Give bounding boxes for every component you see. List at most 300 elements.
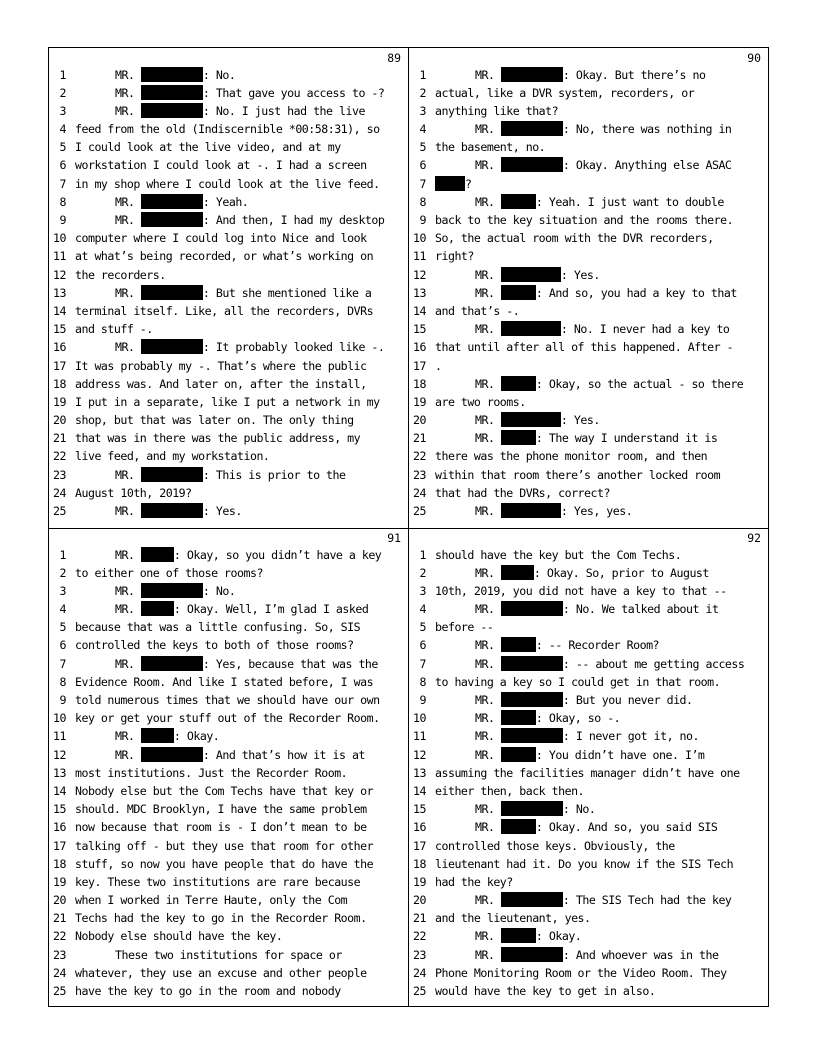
transcript-line	[49, 393, 409, 411]
redaction-bar	[501, 692, 563, 707]
line-text	[435, 175, 471, 193]
transcript-line	[409, 429, 769, 447]
line-number: 3	[59, 583, 66, 598]
line-text	[435, 782, 584, 800]
transcript-line	[49, 600, 409, 618]
transcript-line	[49, 618, 409, 636]
line-text	[75, 582, 235, 600]
line-number: 13	[413, 285, 426, 300]
transcript-line	[409, 691, 769, 709]
text-segment: MR.	[115, 547, 141, 562]
redaction-bar	[501, 892, 563, 907]
transcript-line	[409, 600, 769, 618]
transcript-line	[49, 320, 409, 338]
line-text	[75, 873, 360, 891]
transcript-line	[49, 691, 409, 709]
transcript-line	[49, 484, 409, 502]
line-number: 8	[419, 674, 426, 689]
redaction-bar	[141, 212, 203, 227]
line-number: 8	[59, 194, 66, 209]
transcript-line	[409, 964, 769, 982]
text-segment: : Okay. So, prior to August	[533, 565, 709, 580]
line-number: 20	[53, 893, 66, 908]
redaction-bar	[501, 819, 536, 834]
transcript-line	[409, 818, 769, 836]
transcript-line	[49, 284, 409, 302]
line-number: 5	[419, 620, 426, 635]
redaction-bar	[501, 728, 563, 743]
line-text	[435, 818, 717, 836]
line-number: 9	[59, 693, 66, 707]
text-segment: talking off - but they use that room for other	[75, 838, 374, 853]
text-segment: MR.	[475, 122, 501, 137]
line-number: 7	[59, 176, 66, 191]
transcript-line	[409, 66, 769, 84]
redaction-bar	[501, 430, 536, 445]
line-text	[435, 138, 545, 156]
text-segment: MR.	[115, 747, 141, 762]
line-number: 10	[53, 231, 66, 246]
line-text	[75, 229, 367, 247]
text-segment: MR.	[475, 602, 501, 617]
line-text	[435, 618, 493, 636]
redaction-bar	[141, 747, 203, 762]
line-number: 7	[59, 656, 66, 671]
redaction-bar	[501, 801, 563, 816]
transcript-line	[409, 655, 769, 673]
page-lines	[409, 546, 769, 1001]
text-segment: : Okay.	[535, 929, 582, 944]
line-text	[435, 964, 727, 982]
line-number: 16	[53, 820, 66, 835]
line-text	[435, 855, 733, 873]
text-segment: MR.	[115, 729, 141, 744]
line-text	[435, 411, 600, 429]
line-text	[75, 411, 354, 429]
line-number: 23	[413, 467, 426, 482]
transcript-line	[49, 673, 409, 691]
transcript-line	[49, 746, 409, 764]
text-segment: MR.	[475, 376, 501, 391]
transcript-line	[49, 266, 409, 284]
line-number: 22	[413, 449, 426, 464]
line-text	[75, 636, 354, 654]
line-text	[75, 338, 384, 356]
transcript-page-92	[409, 528, 769, 1008]
line-text	[435, 375, 743, 393]
redaction-bar	[501, 67, 563, 82]
text-segment: 10th, 2019, you did not have a key to that --	[435, 583, 727, 598]
line-text	[75, 138, 341, 156]
line-text	[75, 727, 219, 745]
text-segment: live feed, and my workstation.	[75, 449, 270, 464]
transcript-line	[409, 102, 769, 120]
transcript-line	[49, 247, 409, 265]
text-segment: right?	[435, 249, 474, 264]
line-text	[75, 211, 384, 229]
text-segment: that had the DVRs, correct?	[435, 485, 610, 500]
text-segment: at what’s being recorded, or what’s working on	[75, 249, 374, 264]
text-segment: address was. And later on, after the install,	[75, 376, 367, 391]
text-segment: : Okay. Anything else ASAC	[562, 158, 732, 173]
transcript-line	[409, 375, 769, 393]
transcript-line	[409, 546, 769, 564]
text-segment: : I never got it, no.	[562, 729, 700, 744]
transcript-line	[409, 727, 769, 745]
line-text	[435, 746, 704, 764]
redaction-bar	[501, 747, 536, 762]
line-text	[435, 338, 733, 356]
line-number: 15	[53, 802, 66, 817]
line-text	[435, 466, 720, 484]
line-number: 12	[53, 747, 66, 762]
line-number: 21	[53, 431, 66, 446]
transcript-line	[49, 964, 409, 982]
transcript-line	[49, 946, 409, 964]
text-segment: Evidence Room. And like I stated before, I was	[75, 674, 374, 689]
text-segment: : Okay, so the actual - so there	[535, 376, 744, 391]
line-text	[75, 357, 367, 375]
line-text	[75, 782, 373, 800]
text-segment: : And then, I had my desktop	[202, 213, 385, 227]
text-segment: : Okay.	[173, 729, 220, 744]
text-segment: : And whoever was in the	[562, 947, 719, 962]
line-text	[435, 229, 714, 247]
line-number: 21	[413, 431, 426, 446]
line-text	[435, 193, 724, 211]
line-number: 12	[413, 747, 426, 762]
line-number: 3	[419, 583, 426, 598]
text-segment: : Okay, so -.	[535, 711, 621, 726]
text-segment: MR.	[115, 504, 141, 518]
redaction-bar	[501, 928, 536, 943]
text-segment: I could look at the live video, and at my	[75, 140, 341, 155]
text-segment: I put in a separate, like I put a network in my	[75, 394, 380, 409]
transcript-line	[49, 927, 409, 945]
line-number: 19	[413, 874, 426, 889]
transcript-line	[409, 855, 769, 873]
line-number: 1	[59, 547, 66, 562]
text-segment: : No. I never had a key to	[560, 322, 730, 337]
text-segment: MR.	[115, 285, 141, 300]
line-text	[75, 247, 373, 265]
line-text	[435, 655, 744, 673]
line-text	[75, 302, 373, 320]
text-segment: that was in there was the public address, my	[75, 431, 361, 446]
line-number: 4	[59, 602, 66, 617]
transcript-line	[409, 266, 769, 284]
transcript-line	[409, 873, 769, 891]
line-text	[435, 484, 610, 502]
transcript-line	[409, 193, 769, 211]
transcript-line	[49, 764, 409, 782]
transcript-line	[49, 120, 409, 138]
text-segment: : But you never did.	[562, 693, 693, 707]
redaction-bar	[501, 157, 563, 172]
text-segment: should have the key but the Com Techs.	[435, 547, 682, 562]
line-number: 8	[419, 194, 426, 209]
page-lines	[49, 66, 409, 521]
text-segment: These two institutions for space or	[115, 947, 342, 962]
page-number: 89	[387, 51, 401, 65]
transcript-line	[49, 211, 409, 229]
text-segment: MR.	[475, 656, 501, 671]
line-number: 12	[413, 267, 426, 282]
line-number: 13	[53, 765, 66, 780]
text-segment: : Yes.	[560, 413, 600, 428]
line-text	[75, 800, 367, 818]
line-text	[75, 764, 347, 782]
line-number: 14	[413, 783, 426, 798]
text-segment: MR.	[115, 194, 141, 209]
line-number: 12	[53, 267, 66, 282]
line-number: 2	[59, 85, 66, 100]
text-segment: MR.	[475, 285, 501, 300]
transcript-line	[49, 582, 409, 600]
line-text	[435, 120, 731, 138]
line-text	[75, 393, 380, 411]
line-number: 4	[59, 122, 66, 137]
redaction-bar	[435, 176, 465, 191]
transcript-line	[49, 229, 409, 247]
transcript-line	[49, 502, 409, 520]
line-number: 6	[419, 158, 426, 173]
text-segment: the recorders.	[75, 267, 166, 282]
line-text	[75, 618, 360, 636]
transcript-line	[409, 746, 769, 764]
transcript-line	[49, 138, 409, 156]
line-number: 17	[413, 838, 426, 853]
text-segment: MR.	[475, 729, 501, 744]
line-number: 17	[413, 358, 426, 373]
transcript-line	[409, 393, 769, 411]
line-text	[435, 709, 620, 727]
line-text	[435, 211, 733, 229]
text-segment: MR.	[115, 213, 141, 227]
line-number: 20	[53, 413, 66, 428]
transcript-line	[49, 709, 409, 727]
line-text	[435, 102, 558, 120]
line-text	[75, 193, 248, 211]
line-text	[75, 84, 384, 102]
text-segment: MR.	[115, 656, 141, 671]
transcript-line	[409, 302, 769, 320]
line-text	[435, 546, 681, 564]
text-segment: : Yeah. I just want to double	[535, 194, 724, 209]
redaction-bar	[501, 321, 561, 336]
text-segment: controlled those keys. Obviously, the	[435, 838, 675, 853]
text-segment: : Yes, yes.	[560, 504, 633, 518]
transcript-line	[49, 800, 409, 818]
text-segment: MR.	[475, 638, 501, 653]
line-text	[435, 927, 581, 945]
line-text	[75, 891, 347, 909]
line-text	[75, 102, 365, 120]
page-number: 92	[747, 531, 761, 545]
redaction-bar	[141, 583, 203, 598]
line-number: 21	[53, 911, 66, 926]
transcript-line	[409, 175, 769, 193]
line-number: 14	[53, 303, 66, 318]
line-number: 23	[53, 467, 66, 482]
text-segment: MR.	[475, 802, 501, 817]
line-number: 25	[53, 504, 66, 518]
text-segment: before --	[435, 620, 494, 635]
text-segment: : Yes.	[202, 504, 242, 518]
transcript-line	[49, 782, 409, 800]
transcript-line	[49, 193, 409, 211]
text-segment: : And that’s how it is at	[202, 747, 365, 762]
transcript-line	[409, 764, 769, 782]
text-segment: shop, but that was later on. The only thing	[75, 413, 354, 428]
redaction-bar	[141, 467, 203, 482]
transcript-line	[409, 618, 769, 636]
transcript-line	[409, 582, 769, 600]
line-text	[75, 66, 235, 84]
redaction-bar	[141, 67, 203, 82]
redaction-bar	[141, 103, 203, 118]
transcript-line	[409, 411, 769, 429]
line-text	[75, 320, 153, 338]
line-number: 16	[53, 340, 66, 355]
text-segment: : Okay. Well, I’m glad I asked	[173, 602, 369, 617]
page-lines	[49, 546, 409, 1001]
line-number: 2	[419, 565, 426, 580]
line-text	[75, 946, 342, 964]
transcript-page-89	[49, 48, 409, 528]
text-segment: MR.	[475, 322, 501, 337]
line-number: 1	[419, 67, 426, 82]
line-number: 15	[413, 322, 426, 337]
line-number: 24	[413, 485, 426, 500]
text-segment: ?	[465, 176, 472, 191]
transcript-line	[409, 709, 769, 727]
line-text	[75, 909, 367, 927]
line-number: 19	[413, 394, 426, 409]
text-segment: : -- Recorder Room?	[535, 638, 660, 653]
transcript-line	[49, 546, 409, 564]
line-text	[75, 284, 371, 302]
line-number: 1	[419, 547, 426, 562]
transcript-line	[409, 211, 769, 229]
text-segment: MR.	[475, 693, 501, 707]
line-number: 9	[419, 213, 426, 227]
line-text	[435, 764, 740, 782]
text-segment: MR.	[475, 67, 501, 82]
transcript-line	[49, 84, 409, 102]
transcript-line	[409, 229, 769, 247]
text-segment: : It probably looked like -.	[202, 340, 385, 355]
line-number: 24	[53, 485, 66, 500]
text-segment: MR.	[475, 820, 501, 835]
transcript-line	[409, 927, 769, 945]
redaction-bar	[501, 412, 561, 427]
line-text	[435, 982, 655, 1000]
text-segment: It was probably my -. That’s where the public	[75, 358, 367, 373]
text-segment: most institutions. Just the Recorder Room.	[75, 765, 348, 780]
text-segment: MR.	[115, 85, 141, 100]
line-number: 17	[53, 838, 66, 853]
text-segment: and that’s -.	[435, 303, 520, 318]
text-segment: workstation I could look at -. I had a screen	[75, 158, 367, 173]
transcript-line	[409, 84, 769, 102]
text-segment: : Yeah.	[202, 194, 249, 209]
line-text	[435, 502, 632, 520]
line-text	[75, 691, 380, 709]
page-number: 90	[747, 51, 761, 65]
line-text	[435, 800, 595, 818]
redaction-bar	[501, 601, 563, 616]
text-segment: : No, there was nothing in	[562, 122, 732, 137]
line-text	[435, 673, 720, 691]
text-segment: MR.	[475, 158, 501, 173]
text-segment: : And so, you had a key to that	[535, 285, 737, 300]
redaction-bar	[501, 285, 536, 300]
text-segment: MR.	[115, 67, 141, 82]
line-number: 9	[59, 213, 66, 227]
text-segment: MR.	[115, 103, 141, 118]
line-number: 11	[413, 729, 426, 744]
transcript-line	[49, 429, 409, 447]
line-number: 15	[413, 802, 426, 817]
line-number: 2	[419, 85, 426, 100]
line-text	[75, 600, 368, 618]
text-segment: Techs had the key to go in the Recorder Room.	[75, 911, 367, 926]
line-text	[435, 320, 729, 338]
line-number: 17	[53, 358, 66, 373]
text-segment: : The SIS Tech had the key	[562, 893, 732, 908]
line-number: 18	[413, 856, 426, 871]
text-segment: that until after all of this happened. After -	[435, 340, 734, 355]
redaction-bar	[141, 503, 203, 518]
transcript-line	[409, 946, 769, 964]
text-segment: MR.	[475, 194, 501, 209]
line-text	[435, 891, 731, 909]
transcript-line	[409, 982, 769, 1000]
transcript-line	[49, 636, 409, 654]
line-text	[75, 484, 192, 502]
line-text	[75, 564, 263, 582]
text-segment: : No.	[202, 67, 236, 82]
line-number: 3	[59, 103, 66, 118]
transcript-line	[49, 818, 409, 836]
transcript-line	[49, 338, 409, 356]
text-segment: MR.	[475, 947, 501, 962]
line-text	[75, 466, 345, 484]
transcript-line	[409, 564, 769, 582]
line-number: 19	[53, 874, 66, 889]
text-segment: MR.	[475, 431, 501, 446]
transcript-line	[409, 357, 769, 375]
line-text	[75, 546, 381, 564]
text-segment: : -- about me getting access	[562, 656, 745, 671]
text-segment: : No.	[562, 802, 596, 817]
transcript-line	[49, 837, 409, 855]
transcript-line	[409, 138, 769, 156]
transcript-line	[409, 447, 769, 465]
text-segment: MR.	[475, 504, 501, 518]
text-segment: MR.	[475, 565, 501, 580]
line-text	[435, 946, 718, 964]
text-segment: have the key to go in the room and nobody	[75, 984, 341, 998]
line-text	[435, 266, 600, 284]
text-segment: lieutenant had it. Do you know if the SIS Tech	[435, 856, 734, 871]
line-text	[75, 447, 269, 465]
transcript-line	[49, 891, 409, 909]
redaction-bar	[501, 267, 561, 282]
line-text	[435, 636, 659, 654]
text-segment: MR.	[475, 929, 501, 944]
